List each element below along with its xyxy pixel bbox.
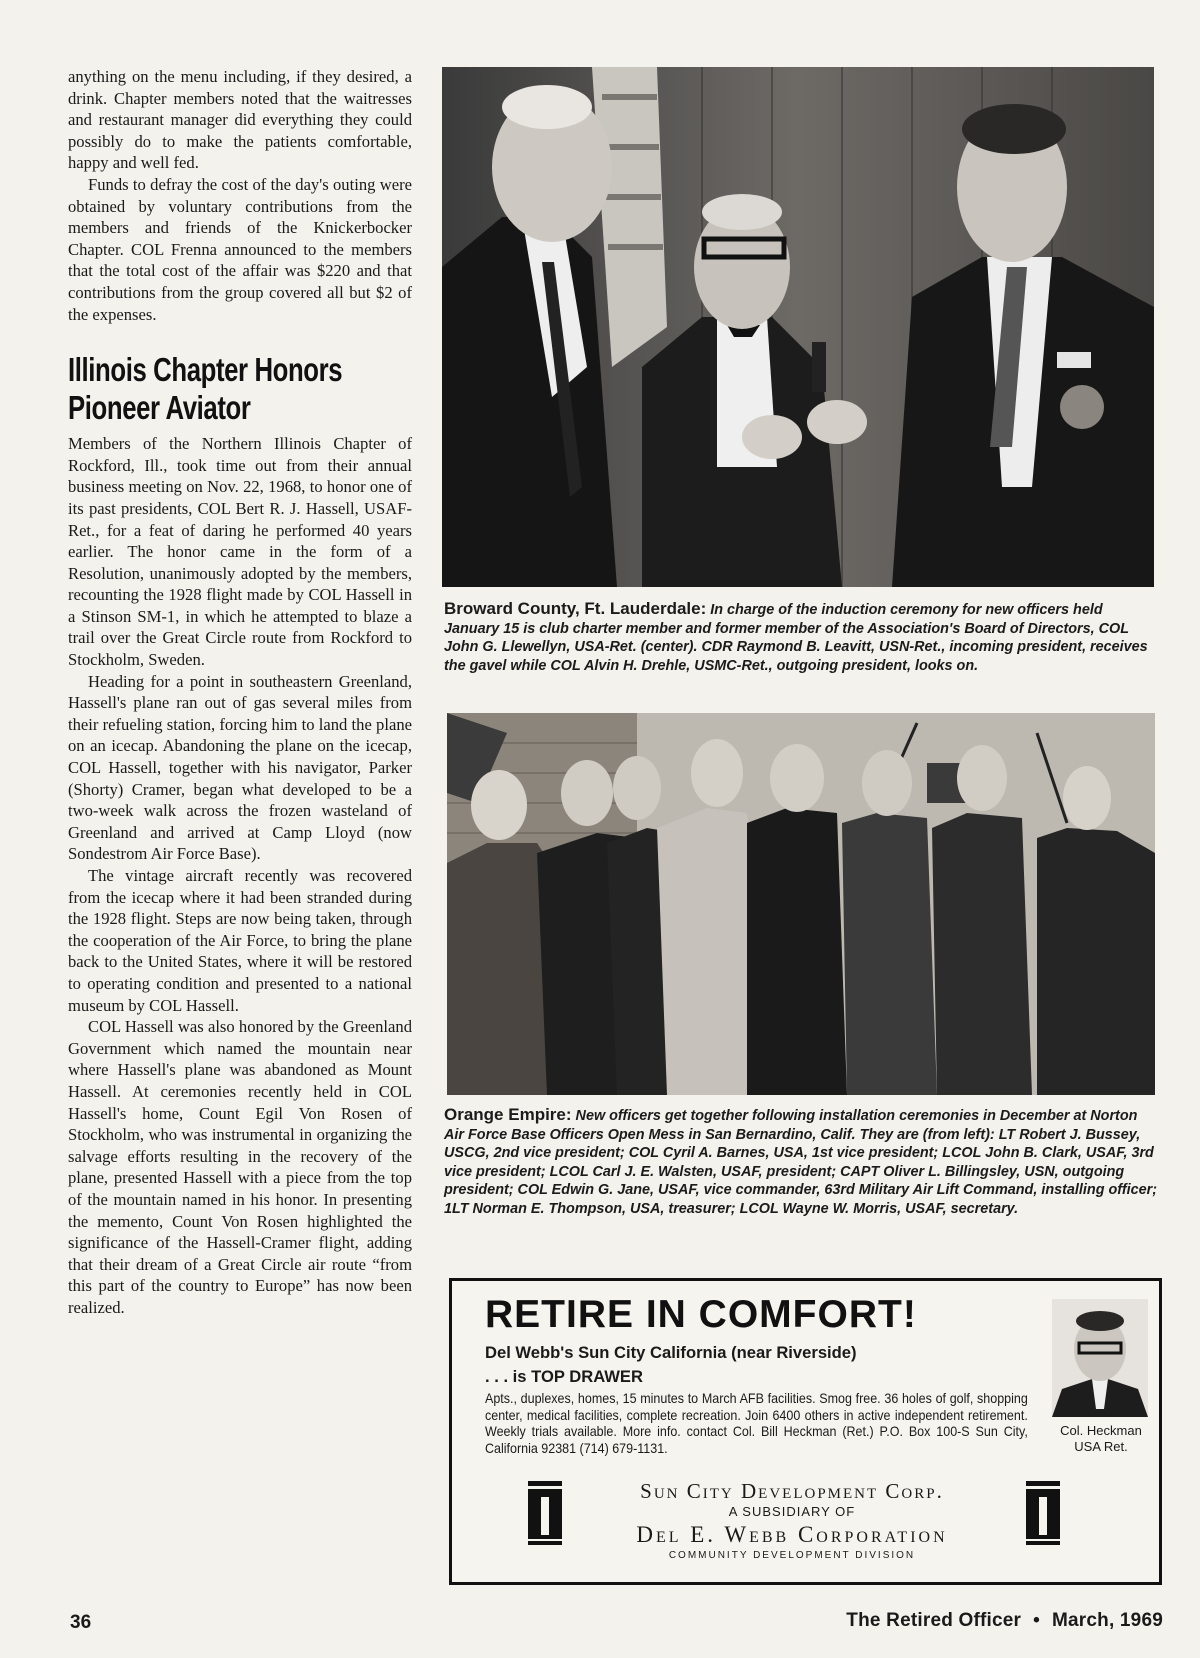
del-webb-logo-icon [1022,1477,1064,1547]
advertisement-box [449,1278,1162,1585]
page-number: 36 [70,1612,92,1633]
ad-corporation-block [572,1479,1012,1563]
publication-title: The Retired Officer [846,1610,1022,1631]
footer-separator: • [1033,1610,1040,1631]
photo1-caption [444,600,1160,675]
ad-body-text: Apts., duplexes, homes, 15 minutes to March AFB facilities. Smog free. 36 holes of golf, shopping center, medical facilities, complete recreation. Join 6400 others in active independent retirement. Weekly trials available. More info. contact Col. Bill Heckman (Ret.) P.O. Box 100-S Sun City, California 92381 (714) 679-1131. [485,1391,1028,1456]
article-paragraph: The vintage aircraft recently was recovered from the icecap where it had been stranded during the 1928 flight. Steps are now being taken, through the cooperation of the Air Force, to bring the plane back to the United States, where it will be restored to operating condition and presented to a national museum by COL Hassell. [68,866,412,1015]
headline-line-1: Illinois Chapter Honors [68,351,343,389]
publication-footer [846,1610,1163,1632]
del-webb-logo-icon [524,1477,566,1547]
article-paragraph: Heading for a point in southeastern Greenland, Hassell's plane ran out of gas several miles from their refueling station, forcing him to land the plane on an icecap. Abandoning the plane on the icecap, COL Hassell, together with his navigator, Parker (Shorty) Cramer, began what developed to be a two-week walk across the frozen wasteland of Greenland and arrived at Camp Lloyd (now Sondestrom Air Force Base). [68,671,412,864]
corp-name: Sun City Development Corp. [640,1479,944,1503]
article-paragraph: Members of the Northern Illinois Chapter of Rockford, Ill., took time out from their annual business meeting on Nov. 22, 1968, to honor one of its past presidents, COL Bert R. J. Hassell, USAF-Ret., for a feat of daring he performed 40 years earlier. The honor came in the form of a Resolution, unanimously adopted by the members, recounting the 1928 flight made by COL Hassell in a Stinson SM-1, in which he attempted to blaze a trail over the Great Circle route from Rockford to Stockholm, Sweden. [68,434,412,670]
caption-lead: Orange Empire: [444,1105,572,1124]
left-article-column [68,66,412,1318]
portrait-caption-rank: USA Ret. [1074,1439,1128,1454]
photo-gavel-ceremony [442,67,1154,587]
ad-title: RETIRE IN COMFORT! [485,1293,917,1336]
ad-subtitle-2: . . . is TOP DRAWER [485,1367,643,1386]
issue-date: March, 1969 [1052,1610,1163,1631]
corp-parent: Del E. Webb Corporation [636,1522,948,1547]
article-paragraph: Funds to defray the cost of the day's outing were obtained by voluntary contributions from the members and friends of the Knickerbocker Chapter. COL Frenna announced to the members that the total cost of the affair was $220 and that contributions from the group covered all but $2 of the expenses. [68,174,412,324]
caption-text: In charge of the induction ceremony for new officers held January 15 is club charter member and former member of the Association's Board of Directors, COL John G. Llewellyn, USA-Ret. (center). CDR Raymond B. Leavitt, USN-Ret., incoming president, receives the gavel while COL Alvin H. Drehle, USMC-Ret., outgoing president, looks on. [444,602,1148,674]
corp-division: COMMUNITY DEVELOPMENT DIVISION [668,1550,916,1561]
headline-line-2: Pioneer Aviator [68,389,251,427]
corp-subsidiary-label: A SUBSIDIARY OF [728,1504,856,1519]
ad-portrait-caption [1042,1423,1160,1455]
photo2-caption [444,1106,1160,1219]
caption-lead: Broward County, Ft. Lauderdale: [444,599,707,618]
ad-portrait-photo [1052,1299,1148,1417]
portrait-caption-name: Col. Heckman [1060,1423,1142,1438]
caption-text: New officers get together following installation ceremonies in December at Norton Air Force Base Officers Open Mess in San Bernardino, Calif. They are (from left): LT Robert J. Bussey, USCG, 2nd vice president; COL Cyril A. Barnes, USA, 1st vice president; LCOL John B. Clark, USAF, 3rd vice president; LCOL Carl J. E. Walsten, USAF, president; CAPT Oliver L. Billingsley, USN, outgoing president; COL Edwin G. Jane, USAF, vice commander, 63rd Military Air Lift Command, installing officer; 1LT Norman E. Thompson, USA, treasurer; LCOL Wayne W. Morris, USAF, secretary. [444,1108,1158,1217]
article-paragraph: anything on the menu including, if they desired, a drink. Chapter members noted that the waitresses and restaurant manager did everything they could possibly do to make the patients comfortable, happy and well fed. [68,67,412,173]
photo-group-officers [447,713,1155,1095]
article-paragraph: COL Hassell was also honored by the Greenland Government which named the mountain near where Hassell's plane was abandoned as Mount Hassell. At ceremonies recently held in COL Hassell's home, Count Egil Von Rosen of Stockholm, who was instrumental in organizing the salvage efforts resulting in the recovery of the plane, presented Hassell with a piece from the top of the mountain named in his honor. In presenting the memento, Count Von Rosen highlighted the significance of the Hassell-Cramer flight, adding that their dream of a Great Circle air route “from this part of the country to Europe” has now been realized. [68,1017,412,1317]
ad-subtitle: Del Webb's Sun City California (near Riverside) [485,1343,857,1362]
article-headline [68,351,411,427]
